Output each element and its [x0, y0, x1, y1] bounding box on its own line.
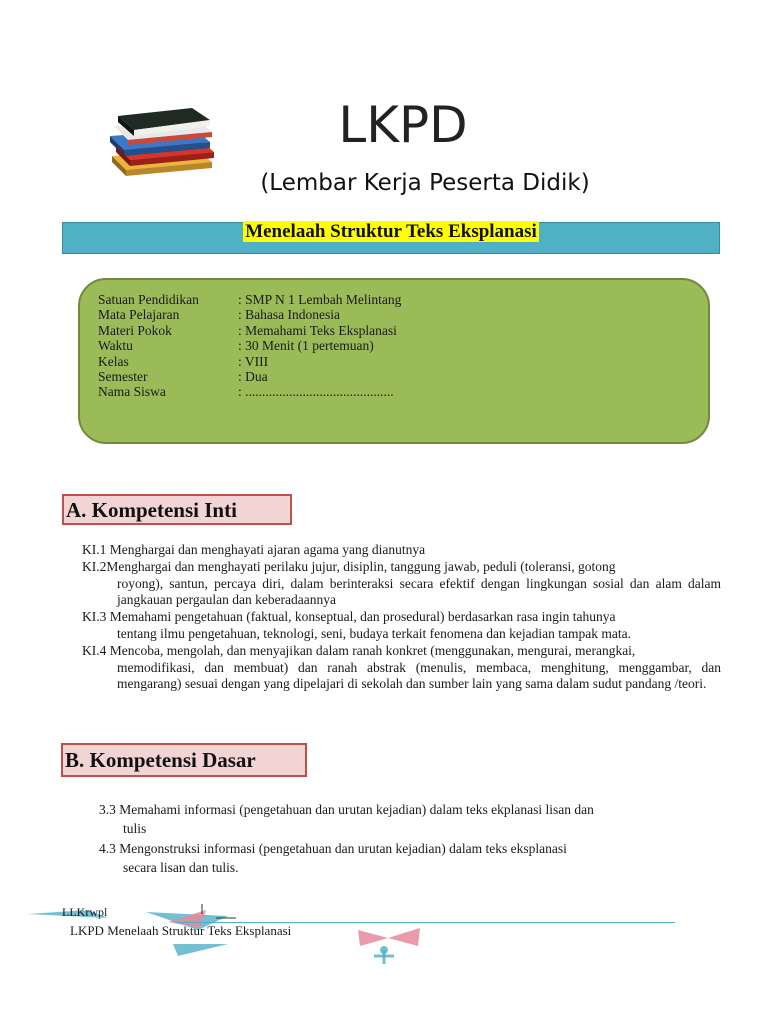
info-label: Kelas	[98, 353, 129, 369]
info-row	[98, 307, 340, 322]
section-heading-kompetensi-dasar: B. Kompetensi Dasar	[61, 743, 307, 777]
info-label: Materi Pokok	[98, 322, 172, 338]
topic-title: Menelaah Struktur Teks Eksplanasi	[245, 221, 537, 242]
footer-caption: LKPD Menelaah Struktur Teks Eksplanasi	[70, 923, 292, 938]
list-item-continued	[123, 858, 238, 877]
info-label: Nama Siswa	[98, 384, 166, 399]
footer-code: LLKrwpl	[62, 905, 108, 919]
kd-text-continued: secara lisan dan tulis.	[123, 860, 239, 875]
info-label: Satuan Pendidikan	[98, 292, 199, 307]
ki-text-continued: tentang ilmu pengetahuan, teknologi, seni, budaya terkait fenomena dan kejadian tampak mata.	[117, 625, 631, 641]
info-box	[78, 278, 710, 444]
list-item-continued	[123, 819, 146, 838]
info-row	[98, 338, 374, 353]
ki-text-continued: memodifikasi, dan membuat) dan ranah abstrak (menulis, membaca, menghitung, menggambar, dan mengarang) sesuai dengan yang dipelajari di sekolah dan sumber lain yang sama dalam sudut pandang /teori.	[117, 659, 721, 691]
list-item	[82, 542, 721, 559]
kd-text: 3.3 Memahami informasi (pengetahuan dan urutan kejadian) dalam teks ekplanasi lisan dan	[99, 802, 594, 817]
list-item	[99, 839, 567, 858]
info-value: : ............................................	[238, 384, 394, 399]
info-value: : Memahami Teks Eksplanasi	[238, 322, 397, 338]
info-value: : 30 Menit (1 pertemuan)	[238, 338, 374, 353]
info-row	[98, 369, 268, 384]
kd-text: 4.3 Mengonstruksi informasi (pengetahuan dan urutan kejadian) dalam teks eksplanasi	[99, 841, 567, 856]
list-item	[82, 643, 721, 693]
section-heading-kompetensi-inti: A. Kompetensi Inti	[62, 494, 292, 525]
ki-text: KI.2Menghargai dan menghayati perilaku jujur, disiplin, tanggung jawab, peduli (toleransi, gotong	[82, 559, 616, 574]
page-subtitle: (Lembar Kerja Peserta Didik)	[260, 170, 590, 196]
ki-text: KI.3 Memahami pengetahuan (faktual, konseptual, dan prosedural) berdasarkan rasa ingin tahunya	[82, 609, 616, 624]
info-label: Semester	[98, 369, 148, 384]
info-row	[98, 354, 268, 369]
info-row	[98, 292, 401, 307]
page-title: LKPD	[338, 96, 468, 154]
ki-text: KI.1 Menghargai dan menghayati ajaran agama yang dianutnya	[82, 542, 426, 557]
list-item	[82, 559, 721, 609]
info-value: : Bahasa Indonesia	[238, 307, 340, 322]
ki-text-continued: royong), santun, percaya diri, dalam berinteraksi secara efektif dengan lingkungan sosial dan alam dalam jangkauan pergaulan dan keberadaannya	[117, 575, 721, 607]
list-item	[82, 609, 721, 642]
topic-bar	[62, 222, 720, 254]
list-item	[99, 800, 594, 819]
info-label: Mata Pelajaran	[98, 307, 180, 322]
info-value: : Dua	[238, 369, 268, 384]
info-value: : SMP N 1 Lembah Melintang	[238, 292, 402, 307]
kd-text-continued: tulis	[123, 821, 147, 836]
info-row	[98, 323, 397, 338]
info-row	[98, 384, 394, 399]
info-value: : VIII	[238, 353, 269, 369]
ki-text: KI.4 Mencoba, mengolah, dan menyajikan dalam ranah konkret (menggunakan, mengurai, merangkai,	[82, 643, 636, 658]
info-label: Waktu	[98, 338, 133, 353]
